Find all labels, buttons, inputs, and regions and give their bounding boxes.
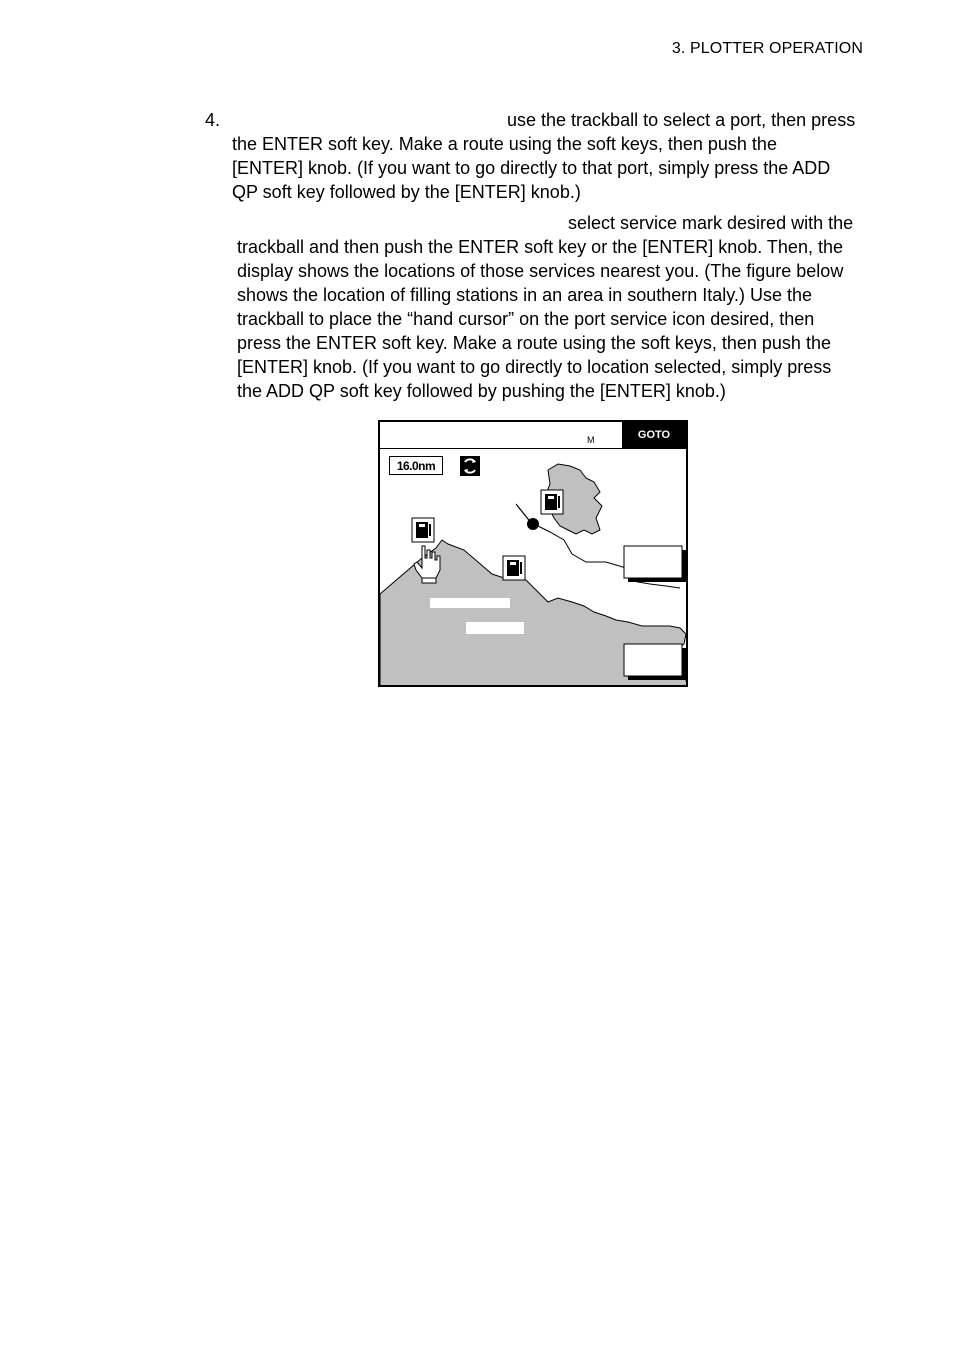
fuel-station-icon[interactable] bbox=[541, 490, 563, 514]
goto-label[interactable]: GOTO bbox=[622, 422, 686, 448]
para2-line-1: select service mark desired with the bbox=[568, 213, 854, 233]
para2-line-5: trackball to place the “hand cursor” on the port service icon desired, then bbox=[237, 309, 815, 329]
soft-key-box-2[interactable] bbox=[624, 644, 686, 680]
para1-line-3: [ENTER] knob. (If you want to go directly to that port, simply press the ADD bbox=[232, 158, 831, 178]
fuel-station-icon[interactable] bbox=[503, 556, 525, 580]
para2-line-7: [ENTER] knob. (If you want to go directly to location selected, simply press bbox=[237, 357, 832, 377]
para2-line-8: the ADD QP soft key followed by pushing the [ENTER] knob.) bbox=[237, 381, 726, 401]
plotter-screen-figure bbox=[378, 420, 688, 687]
para1-line-1: use the trackball to select a port, then press bbox=[507, 110, 856, 130]
para1-line-4: QP soft key followed by the [ENTER] knob.) bbox=[232, 182, 581, 202]
para2-line-6: press the ENTER soft key. Make a route using the soft keys, then push the bbox=[237, 333, 831, 353]
mode-icon[interactable] bbox=[460, 456, 480, 476]
para2-line-4: shows the location of filling stations in an area in southern Italy.) Use the bbox=[237, 285, 812, 305]
step-number: 4. bbox=[205, 110, 221, 130]
page-header: 3. PLOTTER OPERATION bbox=[671, 40, 863, 57]
para2-line-3: display shows the locations of those services nearest you. (The figure below bbox=[237, 261, 844, 281]
fuel-station-icon[interactable] bbox=[412, 518, 434, 542]
boat-position-icon bbox=[527, 518, 539, 530]
soft-key-box-1[interactable] bbox=[624, 546, 686, 582]
figure-top-bar bbox=[380, 422, 686, 449]
para2-line-2: trackball and then push the ENTER soft key or the [ENTER] knob. Then, the bbox=[237, 237, 843, 257]
m-label: M bbox=[587, 435, 595, 445]
range-label: 16.0nm bbox=[389, 456, 443, 475]
para1-line-2: the ENTER soft key. Make a route using the soft keys, then push the bbox=[232, 134, 777, 154]
